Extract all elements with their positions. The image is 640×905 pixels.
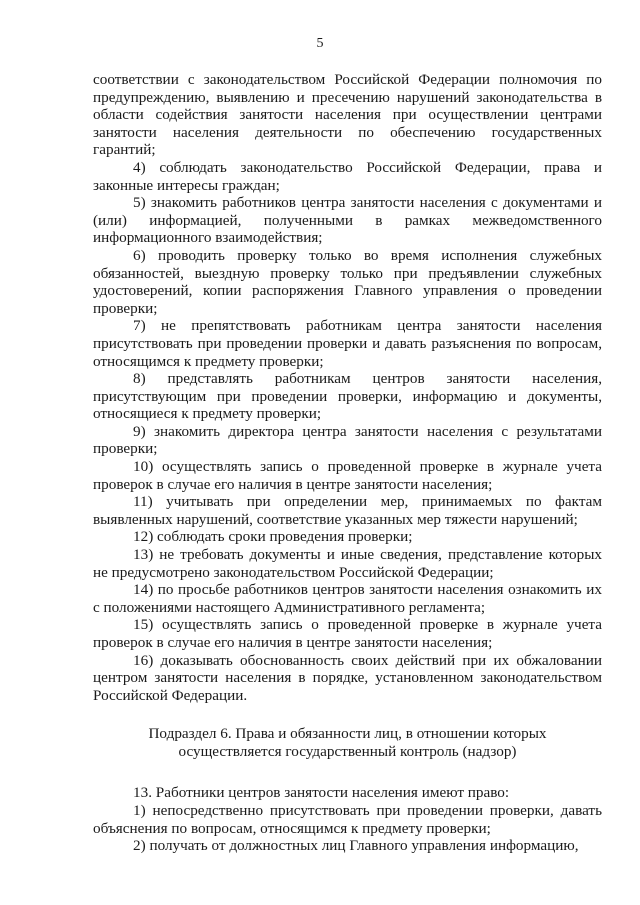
list-item-13: 13) не требовать документы и иные сведения, представление которых не предусмотрено законодательством Российской Федерации; [93, 546, 602, 581]
list-item-12: 12) соблюдать сроки проведения проверки; [133, 528, 413, 546]
list-item-15: 15) осуществлять запись о проведенной проверке в журнале учета проверок в случае его наличия в центре занятости населения; [93, 616, 602, 651]
list-item-16: 16) доказывать обоснованность своих действий при их обжаловании центром занятости населения в порядке, установленном законодательством Российской Федерации. [93, 651, 602, 704]
section-heading-line-1: Подраздел 6. Права и обязанности лиц, в отношении которых [148, 725, 547, 743]
list-item-6: 6) проводить проверку только во время исполнения служебных обязанностей, выездную проверку только при предъявлении служебных удостоверений, копии распоряжения Главного управления о проведении проверки; [93, 246, 602, 317]
right-item-1: 1) непосредственно присутствовать при проведении проверки, давать объяснения по вопросам, относящимся к предмету проверки; [93, 801, 602, 837]
list-item-9: 9) знакомить директора центра занятости населения с результатами проверки; [93, 422, 602, 458]
list-item-11: 11) учитывать при определении мер, принимаемых по фактам выявленных нарушений, соответствие указанных мер тяжести нарушений; [93, 493, 602, 528]
list-item-10: 10) осуществлять запись о проведенной проверке в журнале учета проверок в случае его наличия в центре занятости населения; [93, 458, 602, 493]
paragraph-continuation: соответствии с законодательством Российской Федерации полномочия по предупреждению, выявлению и пресечению нарушений законодательства в области содействия занятости населения при осуществлении центрами занятости населения деятельности по обеспечению государственных гарантий; [93, 71, 602, 159]
list-item-7: 7) не препятствовать работникам центра занятости населения присутствовать при проведении проверки и давать разъяснения по вопросам, относящимся к предмету проверки; [93, 317, 602, 370]
list-item-8: 8) представлять работникам центров занятости населения, присутствующим при проведении проверки, информацию и документы, относящиеся к предмету проверки; [93, 370, 602, 423]
list-item-5: 5) знакомить работников центра занятости населения с документами и (или) информацией, полученными в рамках межведомственного информационного взаимодействия; [93, 194, 602, 247]
clause-13: 13. Работники центров занятости населения имеют право: [133, 784, 510, 802]
page-number: 5 [316, 36, 324, 51]
section-heading [93, 725, 602, 761]
body-text [93, 71, 602, 855]
list-item-4: 4) соблюдать законодательство Российской Федерации, права и законные интересы граждан; [93, 158, 602, 194]
section-heading-line-2: осуществляется государственный контроль (надзор) [178, 743, 517, 761]
right-item-2: 2) получать от должностных лиц Главного управления информацию, [133, 837, 579, 855]
list-item-14: 14) по просьбе работников центров занятости населения ознакомить их с положениями настоящего Административного регламента; [93, 581, 602, 616]
